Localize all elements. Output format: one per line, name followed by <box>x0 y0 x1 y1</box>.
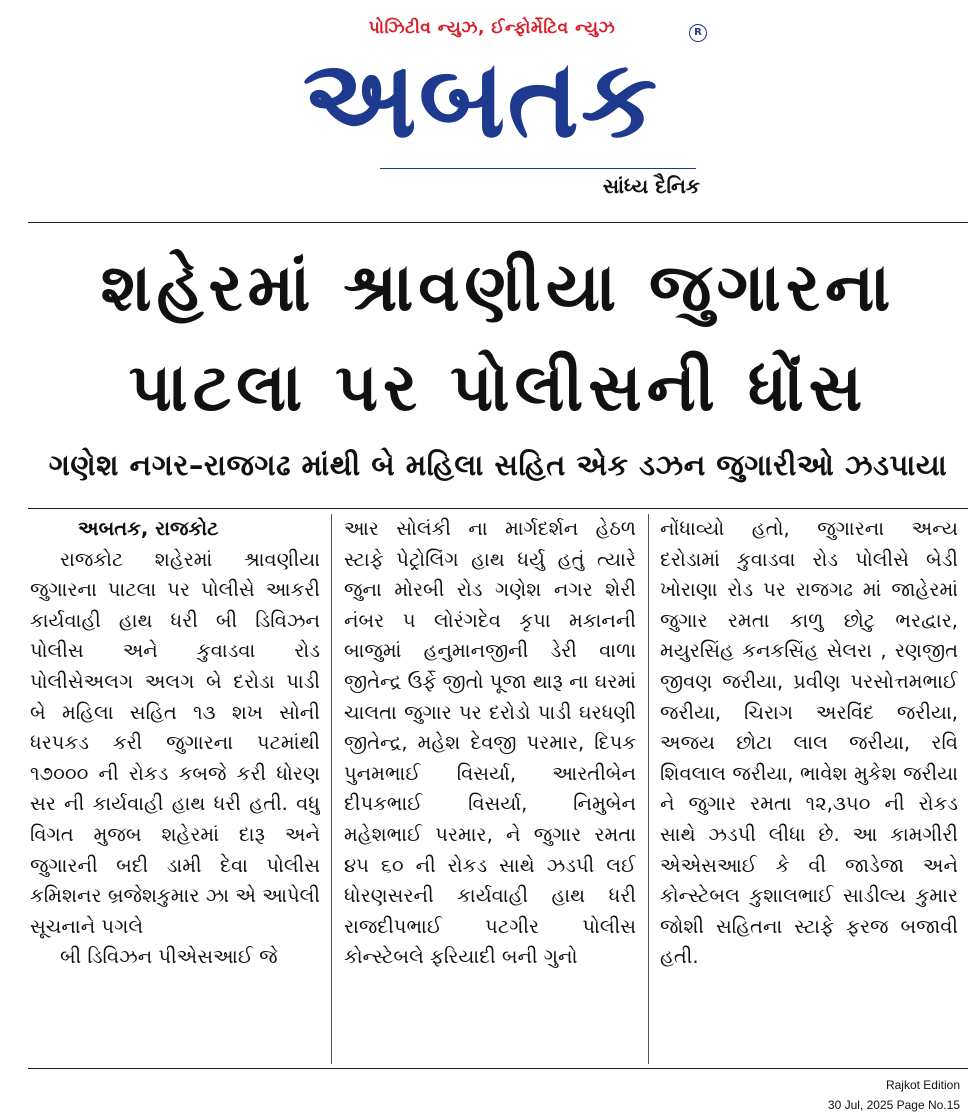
logo-underline <box>380 168 696 169</box>
registered-mark-icon: R <box>689 24 707 42</box>
headline-line-1: શહેરમાં શ્રાવણીયા જુગારના <box>100 249 896 326</box>
divider-middle <box>28 508 968 509</box>
edition-info <box>760 1075 960 1115</box>
article-paragraph-1: રાજકોટ શહેરમાં શ્રાવણીયા જુગારના પાટલા પર પોલીસે આકરી કાર્યવાહી હાથ ધરી બી ડિવિઝન પોલીસ અને કુવાડવા રોડ પોલીસેઅલગ અલગ બે દરોડા પાડી બે મહિલા સહિત ૧૩ શખ સોની ધરપકડ કરી જુગારના પટમાંથી ૧૭૦૦૦ ની રોકડ કબજે કરી ધોરણ સર ની કાર્યવાહી હાથ ધરી હતી. વધુ વિગત મુજબ શહેરમાં દારૂ અને જુગારની બદી ડામી દેવા પોલીસ કમિશનર બ્રજેશકુમાર ઝા એ આપેલી સૂચનાને પગલે <box>30 547 320 938</box>
edition-date-page: 30 Jul, 2025 Page No.15 <box>827 1098 960 1112</box>
column-separator-2 <box>648 514 649 1064</box>
divider-top <box>28 222 968 223</box>
article-column-2 <box>344 514 636 1066</box>
masthead-tagline: પોઝિટીવ ન્યુઝ, ઈન્ફોર્મેટિવ ન્યુઝ <box>368 18 616 38</box>
edition-name: Rajkot Edition <box>885 1078 960 1092</box>
divider-bottom <box>28 1068 968 1069</box>
headline-line-2: પાટલા પર પોલીસની ધોંસ <box>128 349 868 426</box>
newspaper-logo: અબતક <box>302 37 660 162</box>
column-separator-1 <box>331 514 332 1064</box>
article-column-3 <box>660 514 958 1066</box>
dateline: અબતક, રાજકોટ <box>78 517 219 540</box>
masthead <box>0 0 968 222</box>
article-column-2-text: આર સોલંકી ના માર્ગદર્શન હેઠળ સ્ટાફે પેટ્રોલિંગ હાથ ધર્યુ હતું ત્યારે જુના મોરબી રોડ ગણેશ નગર શેરી નંબર ૫ લોરંગદેવ કૃપા મકાનની બાજુમાં હનુમાનજીની ડેરી વાળા જીતેન્દ્ર ઉર્ફે જીતો પૂજા થારૂ ના ઘરમાં ચાલતા જુગાર પર દરોડો પાડી ઘરધણી જીતેન્દ્ર, મહેશ દેવજી પરમાર, દિપક પુનમભાઈ વિસર્યા, આરતીબેન દીપકભાઈ વિસર્યા, નિમુબેન મહેશભાઈ પરમાર, ને જુગાર રમતા ૪૫ ૬૦ ની રોકડ સાથે ઝડપી લઈ ધોરણસરની કાર્યવાહી હાથ ધરી રાજદીપભાઈ પટગીર પોલીસ કોન્સ્ટેબલે ફરિયાદી બની ગુનો <box>344 517 636 969</box>
subheadline: ગણેશ નગર–રાજગઢ માંથી બે મહિલા સહિત એક ડઝન જુગારીઓ ઝડપાયા <box>48 448 948 482</box>
article-column-1 <box>30 514 320 1066</box>
article-column-3-text: નોંધાવ્યો હતો, જુગારના અન્ય દરોડામાં કુવાડવા રોડ પોલીસે બેડી ખોરાણા રોડ પર રાજગઢ માં જાહેરમાં જુગાર રમતા કાળુ છોટુ ભરદ્વાર, મયુરસિંહ કનકસિંહ સેલરા , રણજીત જીવણ જરીયા, પ્રવીણ પરસોત્તમભાઈ જરીયા, ચિરાગ અરવિંદ જરીયા, અજય છોટા લાલ જરીયા, રવિ શિવલાલ જરીયા, ભાવેશ મુકેશ જરીયા ને જુગાર રમતા ૧૨,૩૫૦ ની રોકડ સાથે ઝડપી લીધા છે. આ કામગીરી એએસઆઈ કે વી જાડેજા અને કોન્સ્ટેબલ કુશાલભાઈ સાડીલ્ય કુમાર જોશી સહિતના સ્ટાફે ફરજ બજાવી હતી. <box>660 517 958 969</box>
article-paragraph-2-start: બી ડિવિઝન પીએસઆઈ જે <box>60 945 278 969</box>
masthead-subtitle: સાંધ્ય દૈનિક <box>602 174 700 198</box>
